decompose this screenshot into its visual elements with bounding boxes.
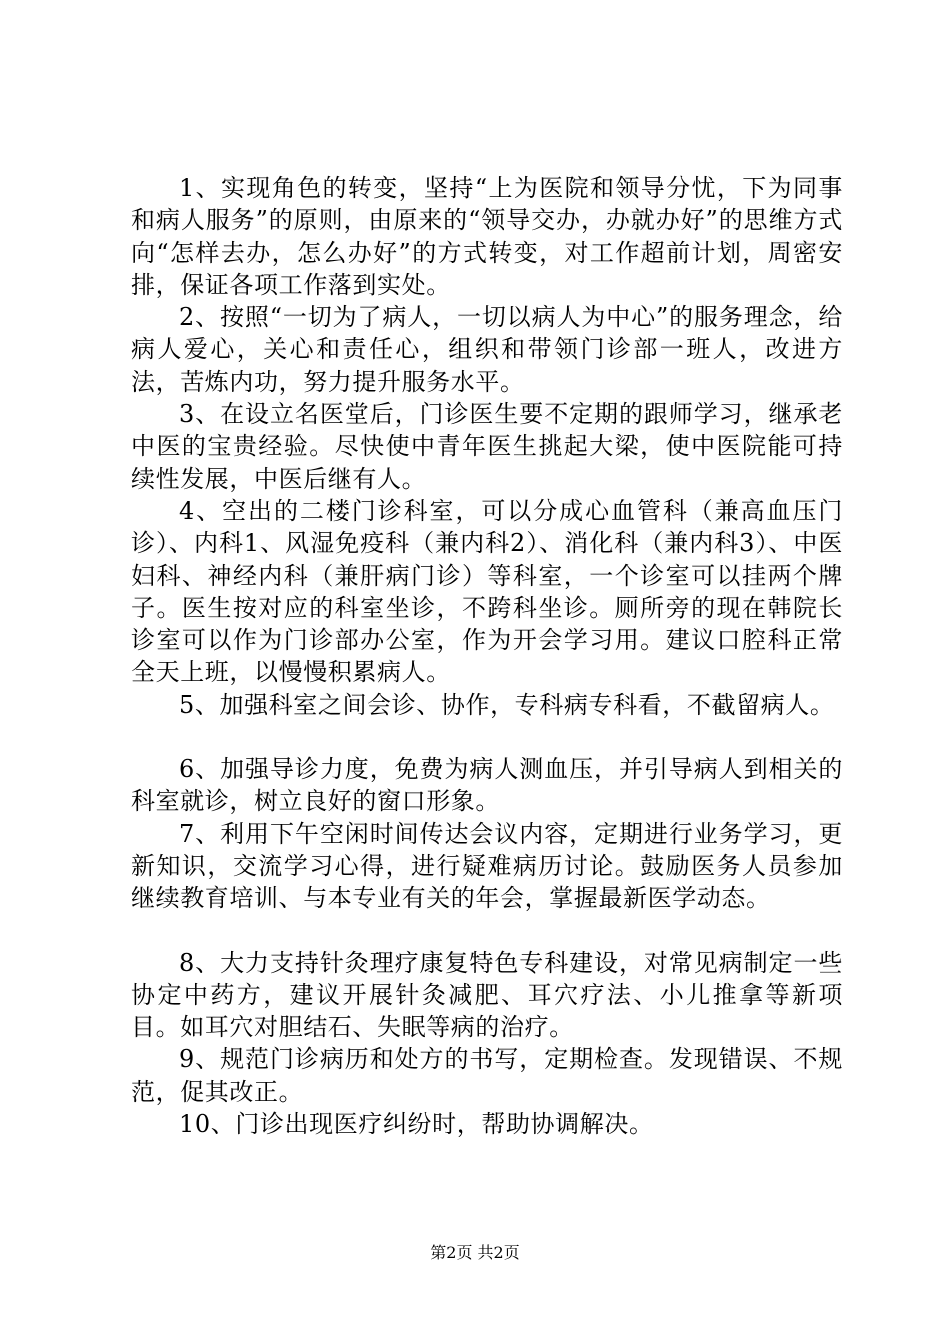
page-footer: 第2页 共2页 xyxy=(430,1243,520,1262)
paragraph-8: 8、大力支持针灸理疗康复特色专科建设，对常见病制定一些协定中药方，建议开展针灸减肥、耳穴疗法、小儿推拿等新项目。如耳穴对胆结石、失眠等病的治疗。 xyxy=(131,948,843,1042)
paragraph-10: 10、门诊出现医疗纠纷时，帮助协调解决。 xyxy=(179,1110,654,1139)
paragraph-1: 1、实现角色的转变，坚持“上为医院和领导分忧，下为同事和病人服务”的原则，由原来的“领导交办，办就办好”的思维方式向“怎样去办，怎么办好”的方式转变，对工作超前计划，周密安排，保证各项工作落到实处。 xyxy=(131,174,843,299)
paragraph-5: 5、加强科室之间会诊、协作，专科病专科看，不截留病人。 xyxy=(179,690,835,719)
paragraph-2: 2、按照“一切为了病人，一切以病人为中心”的服务理念，给病人爱心，关心和责任心，组织和带领门诊部一班人，改进方法，苦炼内功，努力提升服务水平。 xyxy=(131,303,843,396)
paragraph-7: 7、利用下午空闲时间传达会议内容，定期进行业务学习，更新知识，交流学习心得，进行疑难病历讨论。鼓励医务人员参加继续教育培训、与本专业有关的年会，掌握最新医学动态。 xyxy=(131,819,843,913)
document-body xyxy=(131,172,843,1140)
paragraph-3: 3、在设立名医堂后，门诊医生要不定期的跟师学习，继承老中医的宝贵经验。尽快使中青年医生挑起大梁，使中医院能可持续性发展，中医后继有人。 xyxy=(131,400,843,493)
paragraph-9: 9、规范门诊病历和处方的书写，定期检查。发现错误、不规范，促其改正。 xyxy=(131,1045,843,1106)
paragraph-6: 6、加强导诊力度，免费为病人测血压，并引导病人到相关的科室就诊，树立良好的窗口形象。 xyxy=(131,755,843,816)
paragraph-4: 4、空出的二楼门诊科室，可以分成心血管科（兼高血压门诊）、内科1、风湿免疫科（兼内科2）、消化科（兼内科3）、中医妇科、神经内科（兼肝病门诊）等科室，一个诊室可以挂两个牌子。医生按对应的科室坐诊，不跨科坐诊。厕所旁的现在韩院长诊室可以作为门诊部办公室，作为开会学习用。建议口腔科正常全天上班，以慢慢积累病人。 xyxy=(131,496,843,687)
